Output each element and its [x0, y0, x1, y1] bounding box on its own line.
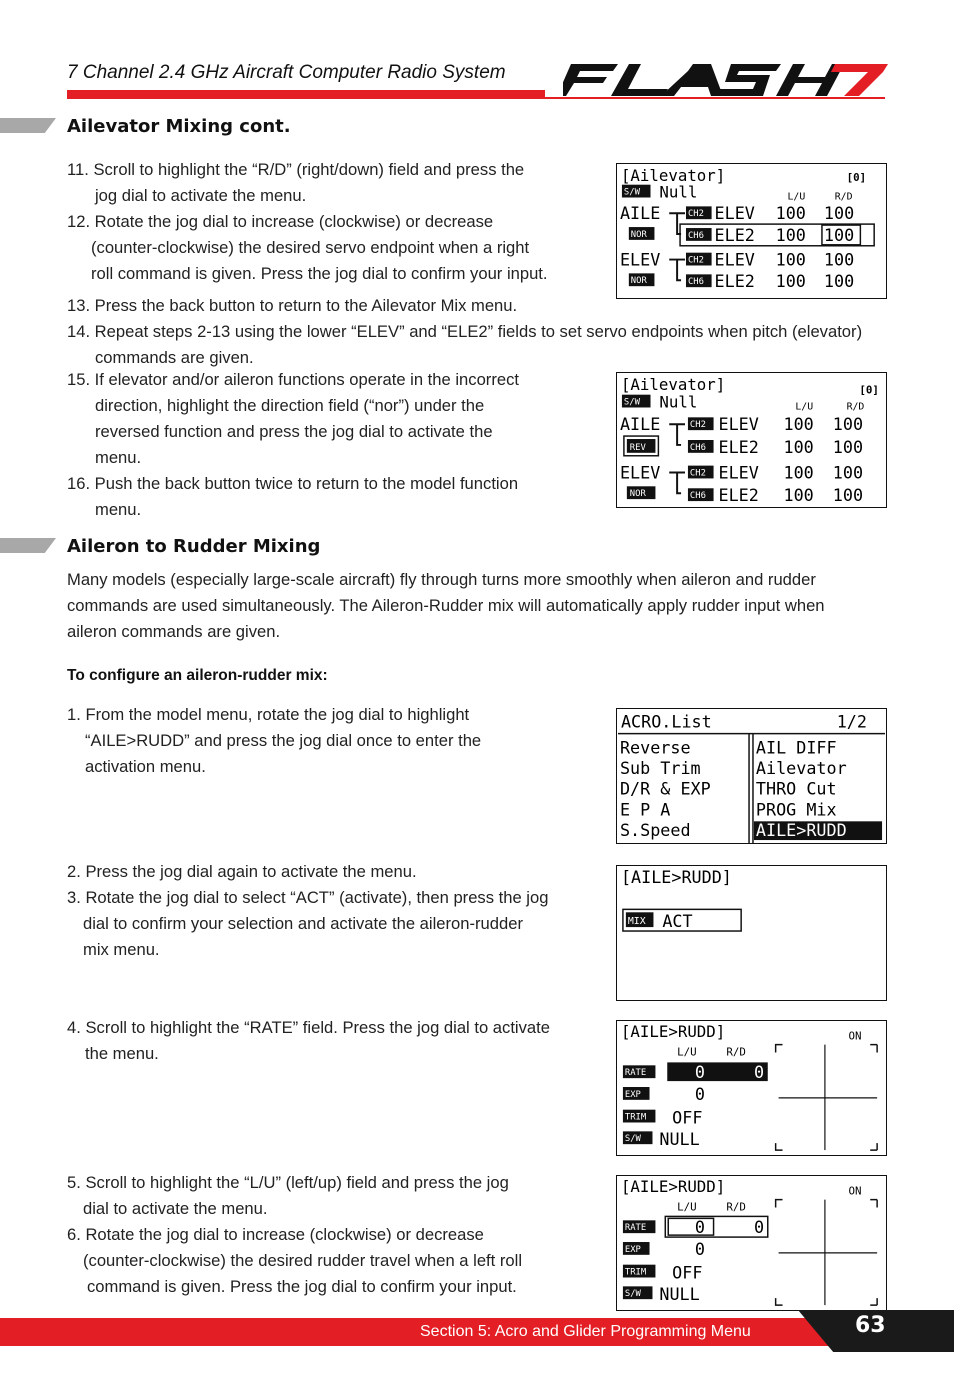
svg-text:CH6: CH6 [689, 491, 706, 502]
svg-text:R/D: R/D [834, 191, 853, 203]
flash7-logo [563, 60, 888, 100]
svg-text:CH2: CH2 [687, 209, 704, 220]
page-number: 63 [855, 1313, 886, 1338]
svg-text:[0]: [0] [846, 170, 867, 184]
svg-text:100: 100 [832, 414, 864, 435]
svg-text:D/R & EXP: D/R & EXP [619, 778, 711, 799]
svg-text:TRIM: TRIM [624, 1112, 647, 1123]
section-tab-marker [0, 118, 56, 133]
svg-text:AILE>RUDD: AILE>RUDD [755, 820, 847, 841]
svg-text:0: 0 [753, 1217, 765, 1238]
section-tab-marker-2 [0, 538, 56, 553]
lcd-aile-rudd-lu [616, 1175, 887, 1311]
svg-text:ELEV: ELEV [619, 249, 661, 270]
svg-text:ELEV: ELEV [619, 462, 661, 483]
step-2-3: 2. Press the jog dial again to activate the menu. 3. Rotate the jog dial to select “ACT” (activate), then press the jog dial to confirm your selection and activate the aileron-rudder mix menu. [67, 862, 549, 959]
intro-paragraph: Many models (especially large-scale aircraft) fly through turns more smoothly when aileron and rudder commands are used simultaneously. The Aileron-Rudder mix will automatically apply rudder input when aileron commands are given. [67, 570, 825, 641]
svg-text:100: 100 [775, 271, 806, 292]
svg-text:AIL DIFF: AIL DIFF [755, 737, 837, 758]
svg-text:100: 100 [823, 224, 855, 245]
svg-text:L/U: L/U [677, 1200, 697, 1214]
svg-text:100: 100 [783, 485, 814, 506]
lcd-aile-rudd-rate [616, 1020, 887, 1156]
svg-text:NOR: NOR [630, 229, 647, 240]
lcd-ailevator-rd [616, 163, 887, 299]
svg-text:REV: REV [629, 442, 646, 453]
svg-text:S/W: S/W [623, 397, 640, 408]
step-4: 4. Scroll to highlight the “RATE” field. Press the jog dial to activate the menu. [67, 1018, 550, 1063]
svg-text:ELEV: ELEV [718, 462, 759, 483]
svg-text:100: 100 [832, 462, 864, 483]
svg-text:S/W: S/W [623, 187, 640, 198]
svg-text:L/U: L/U [677, 1045, 697, 1059]
svg-text:OFF: OFF [672, 1107, 703, 1128]
svg-text:ELE2: ELE2 [718, 436, 759, 457]
svg-text:CH6: CH6 [687, 230, 704, 241]
step-15-16: 15. If elevator and/or aileron functions operate in the incorrect direction, highlight the direction field (“nor”) under the reversed function and press the jog dial to activate the menu. 16. Push the back button twice to return to the model function menu. [67, 370, 519, 519]
svg-text:100: 100 [823, 249, 855, 270]
svg-text:Null: Null [659, 392, 698, 412]
svg-text:ELEV: ELEV [714, 203, 755, 224]
svg-text:TRIM: TRIM [624, 1267, 647, 1278]
step-12-line3: roll command is given. Press the jog dial to confirm your input. [91, 264, 548, 283]
svg-text:100: 100 [783, 414, 814, 435]
svg-text:EXP: EXP [624, 1244, 641, 1255]
svg-text:ACT: ACT [662, 911, 693, 932]
svg-text:100: 100 [775, 224, 806, 245]
svg-text:100: 100 [783, 436, 814, 457]
svg-text:OFF: OFF [672, 1262, 703, 1283]
svg-text:RATE: RATE [624, 1068, 647, 1079]
svg-text:[0]: [0] [859, 383, 879, 397]
step-12-line2: (counter-clockwise) the desired servo endpoint when a right [91, 238, 530, 257]
svg-text:S/W: S/W [624, 1289, 641, 1300]
svg-text:PROG Mix: PROG Mix [755, 799, 837, 820]
svg-text:100: 100 [783, 462, 814, 483]
svg-text:CH6: CH6 [689, 442, 706, 453]
step-1: 1. From the model menu, rotate the jog dial to highlight “AILE>RUDD” and press the jog dial once to enter the activation menu. [67, 705, 482, 776]
svg-text:S/W: S/W [624, 1134, 641, 1145]
svg-text:ELE2: ELE2 [714, 224, 755, 245]
svg-text:[Ailevator]: [Ailevator] [620, 374, 726, 394]
svg-text:R/D: R/D [846, 401, 865, 413]
lcd-acro-list [616, 708, 887, 844]
svg-text:Sub Trim: Sub Trim [619, 758, 701, 779]
document-title: 7 Channel 2.4 GHz Aircraft Computer Radio System [67, 62, 506, 83]
svg-text:100: 100 [823, 271, 855, 292]
svg-text:AILE: AILE [619, 203, 661, 224]
step-11-line1: 11. Scroll to highlight the “R/D” (right/down) field and press the [67, 160, 525, 179]
svg-text:0: 0 [694, 1238, 705, 1259]
svg-text:L/U: L/U [787, 191, 806, 203]
svg-text:ELE2: ELE2 [714, 271, 755, 292]
svg-text:CH2: CH2 [689, 420, 706, 431]
configure-subheading: To configure an aileron-rudder mix: [67, 667, 328, 684]
svg-text:ELEV: ELEV [714, 249, 755, 270]
svg-text:NOR: NOR [630, 276, 647, 287]
svg-text:0: 0 [694, 1083, 705, 1104]
svg-text:0: 0 [753, 1062, 765, 1083]
svg-text:100: 100 [775, 249, 806, 270]
svg-text:ON: ON [848, 1029, 862, 1043]
svg-text:ELE2: ELE2 [718, 485, 759, 506]
svg-text:NULL: NULL [659, 1129, 700, 1150]
title-rule [67, 90, 545, 99]
steps-11-12 [67, 157, 548, 287]
svg-text:1/2: 1/2 [836, 711, 867, 732]
svg-text:ELEV: ELEV [718, 414, 759, 435]
lcd-ailevator-rev [616, 372, 887, 508]
svg-text:MIX: MIX [627, 916, 646, 928]
lcd-aile-rudd-act [616, 865, 887, 1001]
svg-text:L/U: L/U [795, 401, 814, 413]
svg-text:Ailevator: Ailevator [755, 758, 847, 779]
svg-text:R/D: R/D [726, 1200, 746, 1214]
svg-text:100: 100 [832, 485, 864, 506]
svg-text:Reverse: Reverse [619, 737, 691, 758]
svg-text:[AILE>RUDD]: [AILE>RUDD] [620, 1021, 726, 1041]
step-13: 13. Press the back button to return to the Ailevator Mix menu. [67, 296, 518, 315]
svg-text:ACRO.List: ACRO.List [620, 711, 712, 732]
svg-text:S.Speed: S.Speed [619, 820, 691, 841]
svg-text:100: 100 [832, 436, 864, 457]
svg-text:[AILE>RUDD]: [AILE>RUDD] [620, 1176, 726, 1196]
svg-text:[Ailevator]: [Ailevator] [620, 165, 726, 185]
svg-text:CH2: CH2 [689, 468, 706, 479]
section-heading-ailevator: Ailevator Mixing cont. [67, 116, 291, 137]
svg-text:[AILE>RUDD]: [AILE>RUDD] [620, 866, 732, 887]
svg-text:Null: Null [659, 182, 698, 202]
svg-text:NULL: NULL [659, 1284, 700, 1305]
svg-text:100: 100 [775, 203, 806, 224]
step-11-line2: jog dial to activate the menu. [95, 186, 307, 205]
section-heading-aileron-rudder: Aileron to Rudder Mixing [67, 536, 321, 557]
step-12-line1: 12. Rotate the jog dial to increase (clockwise) or decrease [67, 212, 494, 231]
svg-text:EXP: EXP [624, 1089, 641, 1100]
svg-text:R/D: R/D [726, 1045, 746, 1059]
svg-text:ON: ON [848, 1184, 862, 1198]
svg-text:100: 100 [823, 203, 855, 224]
step-5-6: 5. Scroll to highlight the “L/U” (left/up) field and press the jog dial to activate the menu. 6. Rotate the jog dial to increase (clockwise) or decrease (counter-clockwise) the desired rudder travel when a left roll command is given. Press the jog dial to confirm your input. [67, 1173, 523, 1296]
svg-text:CH2: CH2 [687, 255, 704, 266]
step-14: 14. Repeat steps 2-13 using the lower “ELEV” and “ELE2” fields to set servo endpoints when pitch (elevator) commands are given. [67, 322, 863, 367]
svg-text:CH6: CH6 [687, 277, 704, 288]
svg-text:RATE: RATE [624, 1223, 647, 1234]
svg-text:0: 0 [694, 1217, 705, 1238]
svg-text:0: 0 [694, 1062, 705, 1083]
svg-text:THRO Cut: THRO Cut [755, 778, 837, 799]
svg-text:NOR: NOR [629, 489, 646, 500]
footer-section-label: Section 5: Acro and Glider Programming Menu [420, 1323, 751, 1340]
svg-text:E P A: E P A [619, 799, 671, 820]
svg-text:AILE: AILE [619, 414, 661, 435]
